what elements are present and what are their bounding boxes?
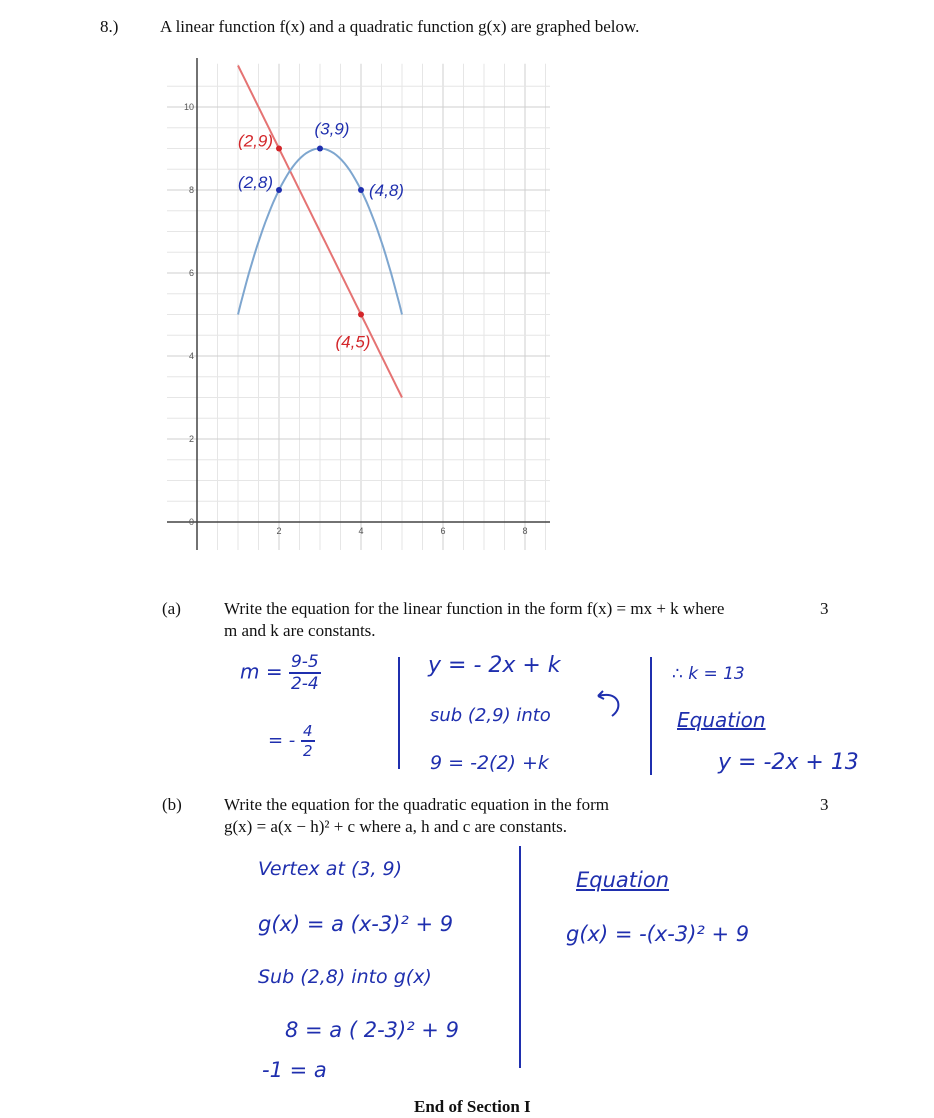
y-tick-label: 2 — [188, 434, 194, 444]
part-b-marks: 3 — [820, 795, 829, 814]
part-b-line3: Sub (2,8) into g(x) — [258, 966, 432, 988]
part-a-line2: sub (2,9) into — [430, 705, 551, 726]
slope-working — [240, 652, 321, 694]
y-tick-label: 8 — [188, 185, 194, 195]
part-a-label: (a) — [162, 599, 181, 618]
part-a-line3: 9 = -2(2) +k — [430, 752, 549, 774]
part-b-line5: -1 = a — [262, 1058, 327, 1082]
y-tick-label: 6 — [188, 268, 194, 278]
part-a-line1: y = - 2x + k — [428, 653, 561, 678]
slope-result-numerator: 4 — [303, 722, 313, 740]
slope-result-fraction — [301, 722, 315, 760]
y-tick-label: 10 — [183, 102, 194, 112]
data-point-label: (3,9) — [314, 119, 350, 139]
question-number: 8.) — [100, 17, 119, 36]
part-a-divider-1 — [398, 657, 400, 769]
part-a-divider-2 — [650, 657, 652, 775]
slope-fraction — [289, 652, 321, 694]
x-tick-label: 2 — [276, 526, 282, 536]
part-a-prompt-line1: Write the equation for the linear function in the form f(x) = mx + k where — [224, 599, 725, 618]
part-b-equation-heading: Equation — [576, 868, 670, 892]
slope-result — [268, 722, 315, 760]
data-point — [317, 146, 323, 152]
slope-numerator: 9-5 — [290, 652, 319, 672]
part-a-equation: y = -2x + 13 — [718, 750, 859, 775]
slope-lhs: m = — [240, 659, 283, 684]
section-footer: End of Section I — [414, 1097, 531, 1116]
data-point-label: (4,5) — [335, 332, 371, 352]
part-b-equation: g(x) = -(x-3)² + 9 — [566, 922, 750, 946]
curved-arrow-icon — [590, 686, 630, 720]
data-point — [276, 146, 282, 152]
slope-result-denominator: 2 — [303, 742, 313, 760]
graph-tick-labels — [184, 102, 528, 536]
graph-axes — [167, 58, 550, 550]
function-graph — [150, 50, 550, 560]
data-point — [358, 187, 364, 193]
slope-eq2: = - — [268, 730, 296, 751]
part-b-prompt-line1: Write the equation for the quadratic equation in the form — [224, 795, 609, 814]
part-b-line4: 8 = a ( 2-3)² + 9 — [285, 1018, 459, 1042]
part-b-line1: Vertex at (3, 9) — [258, 858, 403, 880]
part-a-k-result: ∴ k = 13 — [672, 664, 745, 684]
part-a-marks: 3 — [820, 599, 829, 618]
part-b-label: (b) — [162, 795, 182, 814]
data-point-label: (4,8) — [369, 181, 404, 200]
x-tick-label: 4 — [358, 526, 364, 536]
part-a-prompt-line2: m and k are constants. — [224, 621, 376, 640]
y-tick-label: 4 — [188, 351, 194, 361]
x-tick-label: 8 — [522, 526, 528, 536]
question-prompt: A linear function f(x) and a quadratic function g(x) are graphed below. — [160, 17, 640, 36]
data-point-label: (2,9) — [238, 131, 273, 151]
data-point — [276, 187, 282, 193]
y-tick-label: 0 — [188, 517, 194, 527]
part-b-prompt-line2: g(x) = a(x − h)² + c where a, h and c are constants. — [224, 817, 568, 836]
part-a-equation-heading: Equation — [677, 708, 766, 732]
x-tick-label: 6 — [440, 526, 446, 536]
data-point-label: (2,8) — [238, 173, 273, 192]
graph-grid — [167, 64, 550, 550]
slope-denominator: 2-4 — [290, 674, 319, 694]
data-point — [358, 312, 364, 318]
part-b-line2: g(x) = a (x-3)² + 9 — [258, 912, 454, 936]
part-b-divider — [519, 846, 521, 1068]
